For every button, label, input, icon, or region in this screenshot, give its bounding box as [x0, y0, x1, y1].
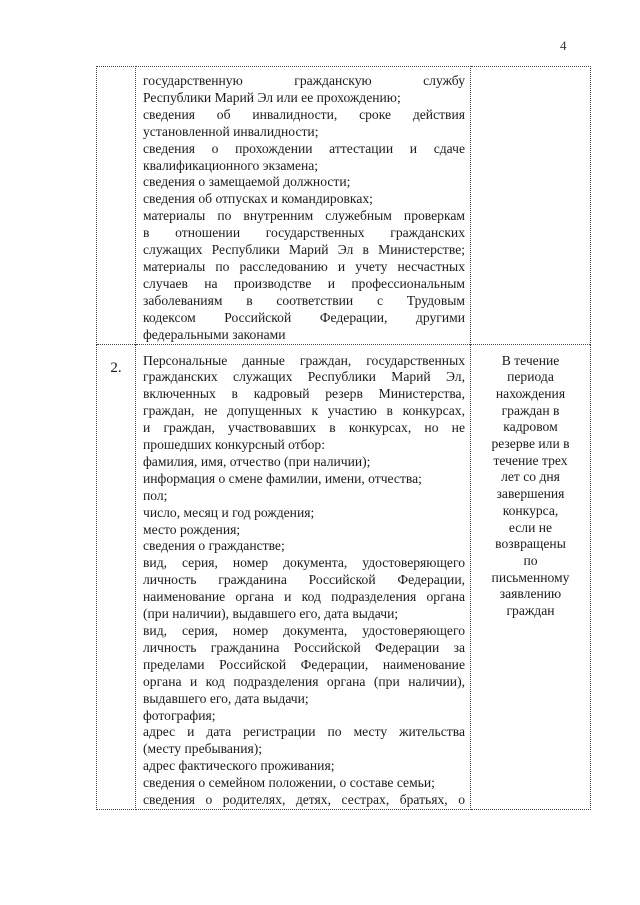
term-line: заявлению	[499, 586, 562, 602]
term-line: кадровом	[503, 419, 558, 435]
text-line: место рождения;	[143, 521, 241, 537]
term-line: возвращены	[495, 536, 566, 552]
table-row	[97, 67, 591, 345]
text-line: в отношении государственных гражданских	[143, 225, 465, 241]
data-description-cell	[136, 67, 471, 345]
text-line: государственную гражданскую службу	[143, 73, 465, 88]
term-line: завершения	[496, 486, 565, 502]
text-line: личность гражданина Российской Федерации,	[143, 572, 465, 588]
text-line: информация о смене фамилии, имени, отчества;	[143, 470, 422, 486]
text-line: пол;	[143, 487, 168, 503]
term-line: В течение	[501, 352, 560, 368]
text-line: (месту пребывания);	[143, 741, 263, 757]
text-line: пределами Российской Федерации, наименование	[143, 656, 465, 672]
text-line: случаев на производстве и профессиональным	[143, 275, 465, 291]
term-line: лет со дня	[501, 469, 560, 485]
term-line: периода	[507, 369, 554, 385]
term-line: граждан	[506, 603, 555, 619]
text-line: число, месяц и год рождения;	[143, 504, 315, 520]
text-line: Республики Марий Эл или ее прохождению;	[143, 89, 401, 105]
term-line: нахождения	[495, 385, 566, 401]
text-line: сведения о семейном положении, о составе семьи;	[143, 775, 435, 791]
text-line: сведения о родителях, детях, сестрах, братьях, о	[143, 792, 465, 808]
text-line: служащих Республики Марий Эл в Министерстве;	[143, 242, 465, 258]
text-line: прошедших конкурсный отбор:	[143, 437, 325, 453]
text-line: сведения о замещаемой должности;	[143, 174, 351, 190]
table-row	[97, 344, 591, 809]
row-number-cell: 2.	[97, 344, 136, 809]
storage-term-cell	[471, 67, 591, 345]
text-line: вид, серия, номер документа, удостоверяющего	[143, 623, 465, 638]
text-line: Персональные данные граждан, государственных	[143, 352, 465, 368]
text-line: заболеваниям в соответствии с Трудовым	[143, 292, 465, 308]
text-line: и граждан, участвовавших в конкурсах, но не	[143, 420, 465, 436]
text-line: сведения о прохождении аттестации и сдаче	[143, 140, 465, 156]
text-line: фамилия, имя, отчество (при наличии);	[143, 453, 371, 469]
text-line: (при наличии), выдавшего его, дата выдачи;	[143, 606, 399, 622]
term-line: течение трех	[493, 452, 568, 468]
personal-data-table	[96, 66, 591, 810]
text-line: выдавшего его, дата выдачи;	[143, 690, 309, 706]
text-line: сведения о гражданстве;	[143, 538, 285, 554]
text-line: включенных в кадровый резерв Министерства,	[143, 386, 465, 402]
text-line: квалификационного экзамена;	[143, 157, 319, 173]
text-line: наименование органа и код подразделения органа	[143, 589, 465, 605]
text-line: фотография;	[143, 707, 216, 723]
text-line: органа и код подразделения органа (при наличии),	[143, 673, 465, 689]
text-line: вид, серия, номер документа, удостоверяющего	[143, 555, 465, 571]
term-line: резерве или в	[491, 436, 570, 452]
page-number: 4	[560, 38, 567, 53]
term-line: письменному	[491, 569, 570, 585]
text-line: граждан, не допущенных к участию в конкурсах,	[143, 403, 465, 419]
row-number-cell	[97, 67, 136, 345]
term-line: по	[523, 552, 538, 568]
text-line: сведения об инвалидности, сроке действия	[143, 106, 465, 122]
text-line: федеральными законами	[143, 326, 286, 342]
text-line: гражданских служащих Республики Марий Эл,	[143, 369, 465, 385]
text-line: сведения об отпусках и командировках;	[143, 191, 373, 207]
term-line: граждан в	[501, 402, 560, 418]
term-line: если не	[508, 519, 553, 535]
text-line: установленной инвалидности;	[143, 123, 319, 139]
text-line: материалы по расследованию и учету несчастных	[143, 258, 465, 274]
text-line: кодексом Российской Федерации, другими	[143, 309, 465, 325]
term-line: конкурса,	[502, 502, 559, 518]
storage-term-cell	[471, 344, 591, 809]
text-line: адрес и дата регистрации по месту жительства	[143, 724, 465, 740]
data-description-cell	[136, 344, 471, 809]
text-line: материалы по внутренним служебным проверкам	[143, 208, 465, 224]
text-line: личность гражданина Российской Федерации за	[143, 639, 465, 655]
text-line: адрес фактического проживания;	[143, 758, 335, 774]
